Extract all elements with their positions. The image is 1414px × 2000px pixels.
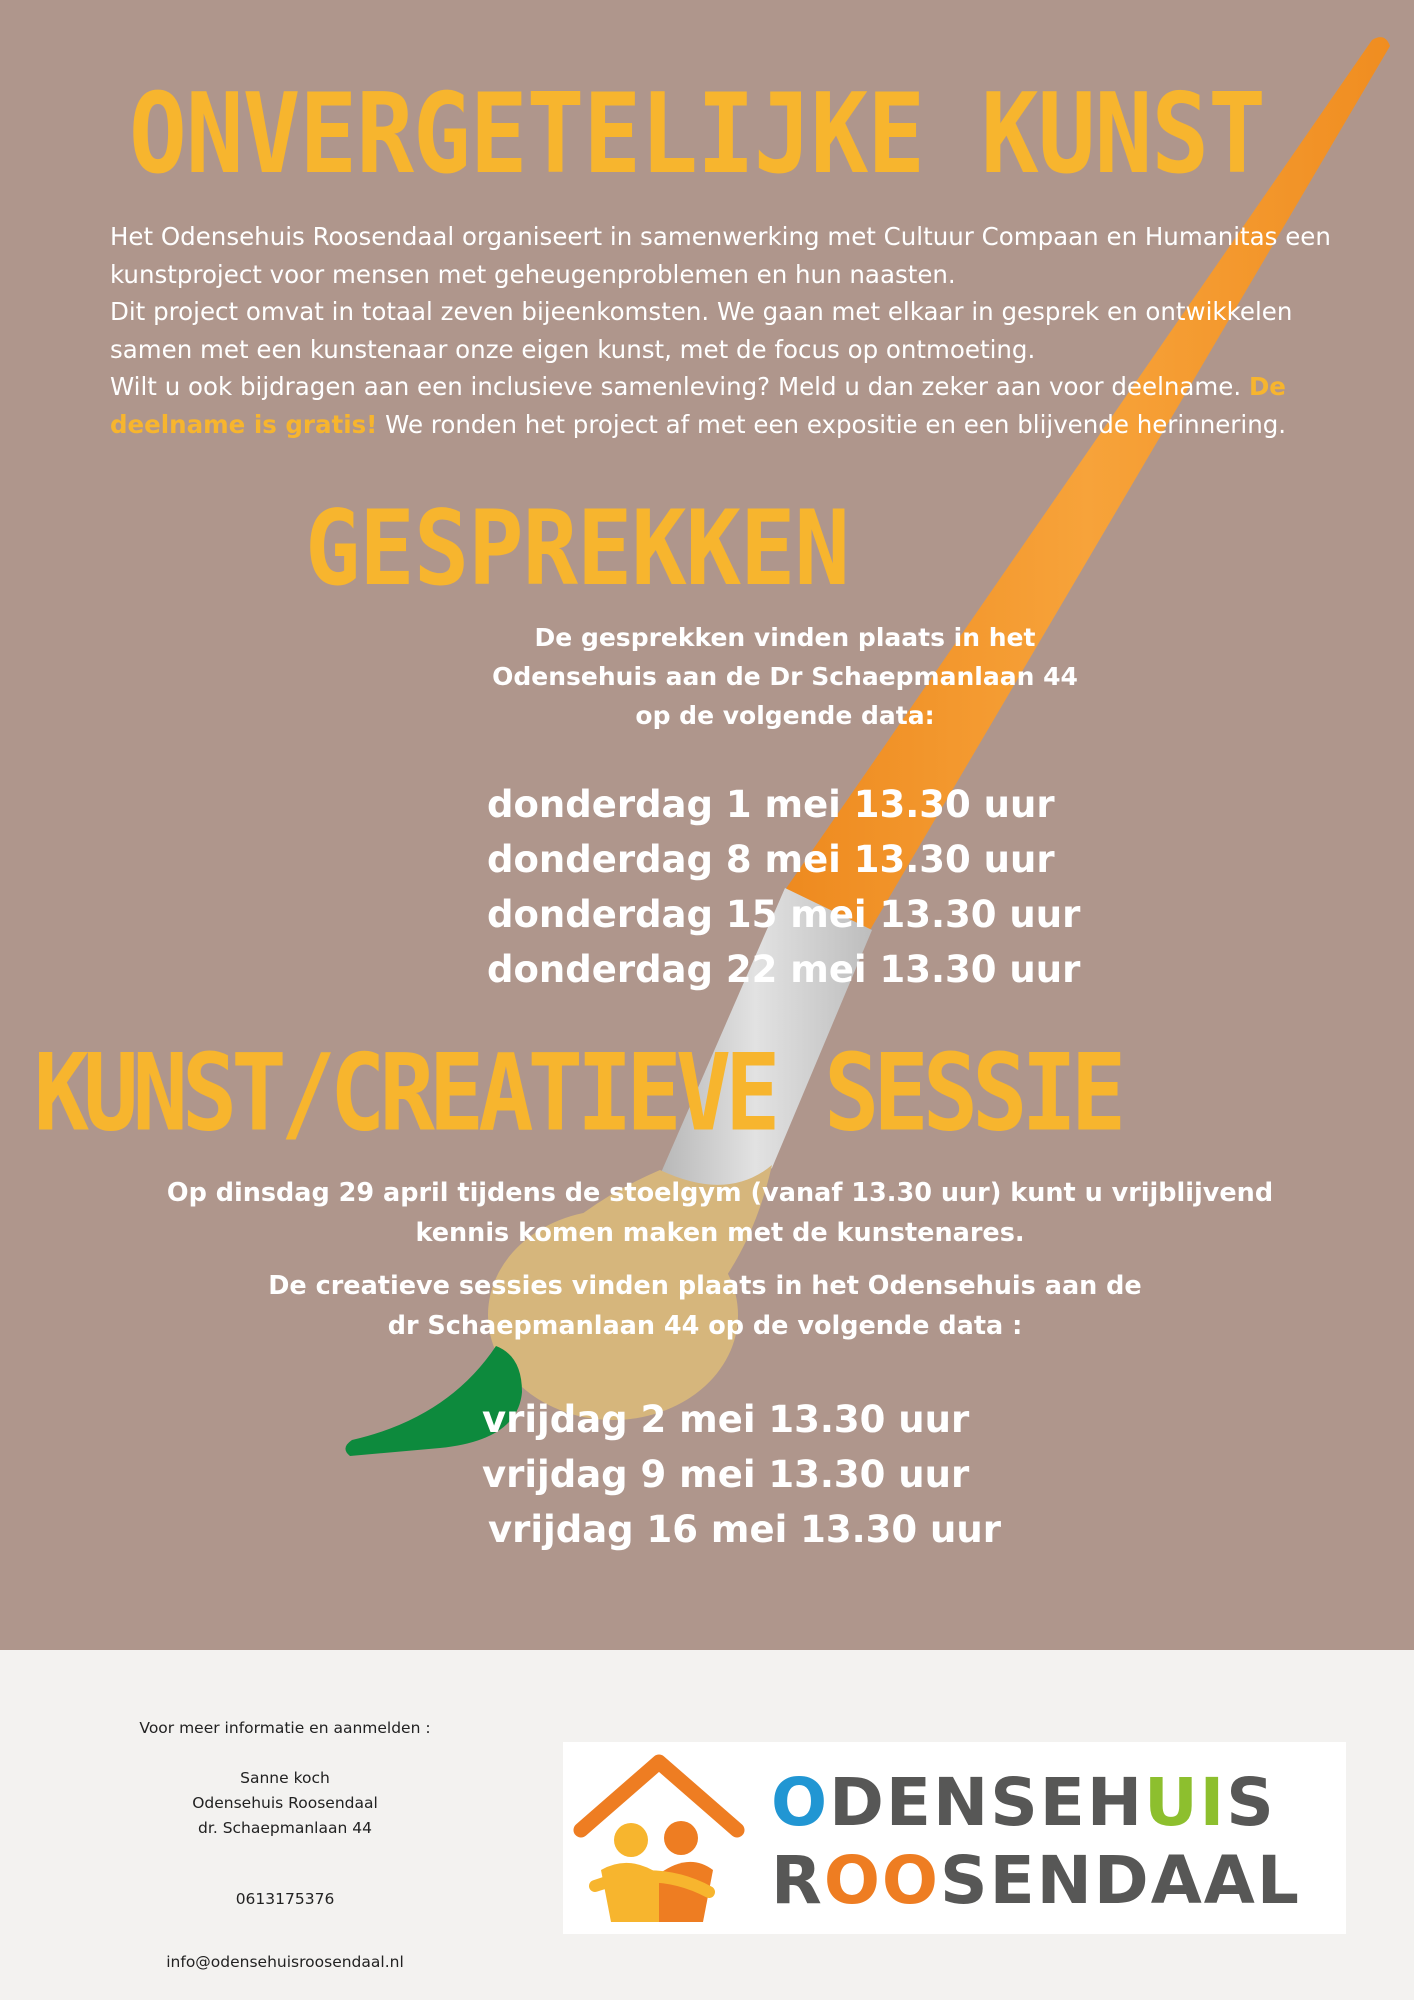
contact-email: info@odensehuisroosendaal.nl [166,1953,404,1971]
contact-organisation: Odensehuis Roosendaal [192,1794,378,1812]
gesprekken-date-item: donderdag 22 mei 13.30 uur [487,948,1081,991]
logo-i: I [1199,1764,1227,1841]
kunst-intro-line: Op dinsdag 29 april tijdens de stoelgym (vanaf 13.30 uur) kunt u vrijblijvend [166,1178,1274,1208]
logo-line-odensehuis [771,1764,1301,1842]
logo-sendaal: SENDAAL [940,1842,1301,1919]
gesprekken-intro-line: Odensehuis aan de Dr Schaepmanlaan 44 [492,662,1078,691]
contact-block [100,1716,470,1975]
odensehuis-logo [563,1742,1346,1934]
intro-line-3: Wilt u ook bijdragen aan een inclusieve samenleving? Meld u dan zeker aan voor deelname. [110,372,1242,401]
gesprekken-date-item: donderdag 8 mei 13.30 uur [487,838,1055,881]
kunst-date-item: vrijdag 2 mei 13.30 uur [482,1398,970,1441]
contact-name: Sanne koch [240,1769,330,1787]
intro-line-3-end: We ronden het project af met een expositie en een blijvende herinnering. [385,409,1287,439]
free-participation-highlight: De deelname is gratis! [110,372,1286,439]
kunst-location-line: De creatieve sessies vinden plaats in het Odensehuis aan de [268,1271,1142,1301]
kunst-location-paragraph [230,1266,1180,1346]
kunst-date-item: vrijdag 9 mei 13.30 uur [482,1453,970,1496]
logo-r: R [771,1842,824,1919]
kunst-intro-line: kennis komen maken met de kunstenares. [415,1218,1025,1248]
footer [0,1650,1414,2000]
gesprekken-dates-list [487,777,1080,997]
contact-address: dr. Schaepmanlaan 44 [198,1819,372,1837]
kunst-dates-list [482,1392,1001,1557]
logo-s: S [1226,1764,1276,1841]
gesprekken-date-item: donderdag 1 mei 13.30 uur [487,783,1055,826]
gesprekken-date-item: donderdag 15 mei 13.30 uur [487,893,1081,936]
kunst-heading: KUNST/CREATIEVE SESSIE [33,1031,1121,1156]
gesprekken-heading: GESPREKKEN [305,488,849,609]
contact-phone: 0613175376 [235,1890,335,1908]
main-title: ONVERGETELIJKE KUNST [129,69,1265,199]
intro-line-2: Dit project omvat in totaal zeven bijeenkomsten. We gaan met elkaar in gesprek en ontwikkelen samen met een kunstenaar onze eigen kunst, met de focus op ontmoeting. [110,297,1293,364]
kunst-location-line: dr Schaepmanlaan 44 op de volgende data : [387,1311,1023,1341]
kunst-intro-paragraph [140,1173,1300,1253]
logo-wordmark [771,1764,1301,1920]
kunst-date-item: vrijdag 16 mei 13.30 uur [488,1508,1001,1551]
logo-oo: OO [823,1842,941,1919]
gesprekken-intro-line: op de volgende data: [635,701,935,730]
logo-line-roosendaal [771,1842,1301,1920]
gesprekken-intro [420,618,1150,735]
logo-o: O [771,1764,830,1841]
intro-text [110,218,1380,443]
house-family-icon [563,1742,763,1934]
logo-u: U [1144,1764,1200,1841]
intro-line-1: Het Odensehuis Roosendaal organiseert in samenwerking met Cultuur Compaan en Humanitas een kunstproject voor mensen met geheugenproblemen en hun naasten. [110,222,1331,289]
contact-info-label: Voor meer informatie en aanmelden : [139,1719,431,1737]
logo-dense: DENSEH [829,1764,1145,1841]
gesprekken-intro-line: De gesprekken vinden plaats in het [534,623,1036,652]
